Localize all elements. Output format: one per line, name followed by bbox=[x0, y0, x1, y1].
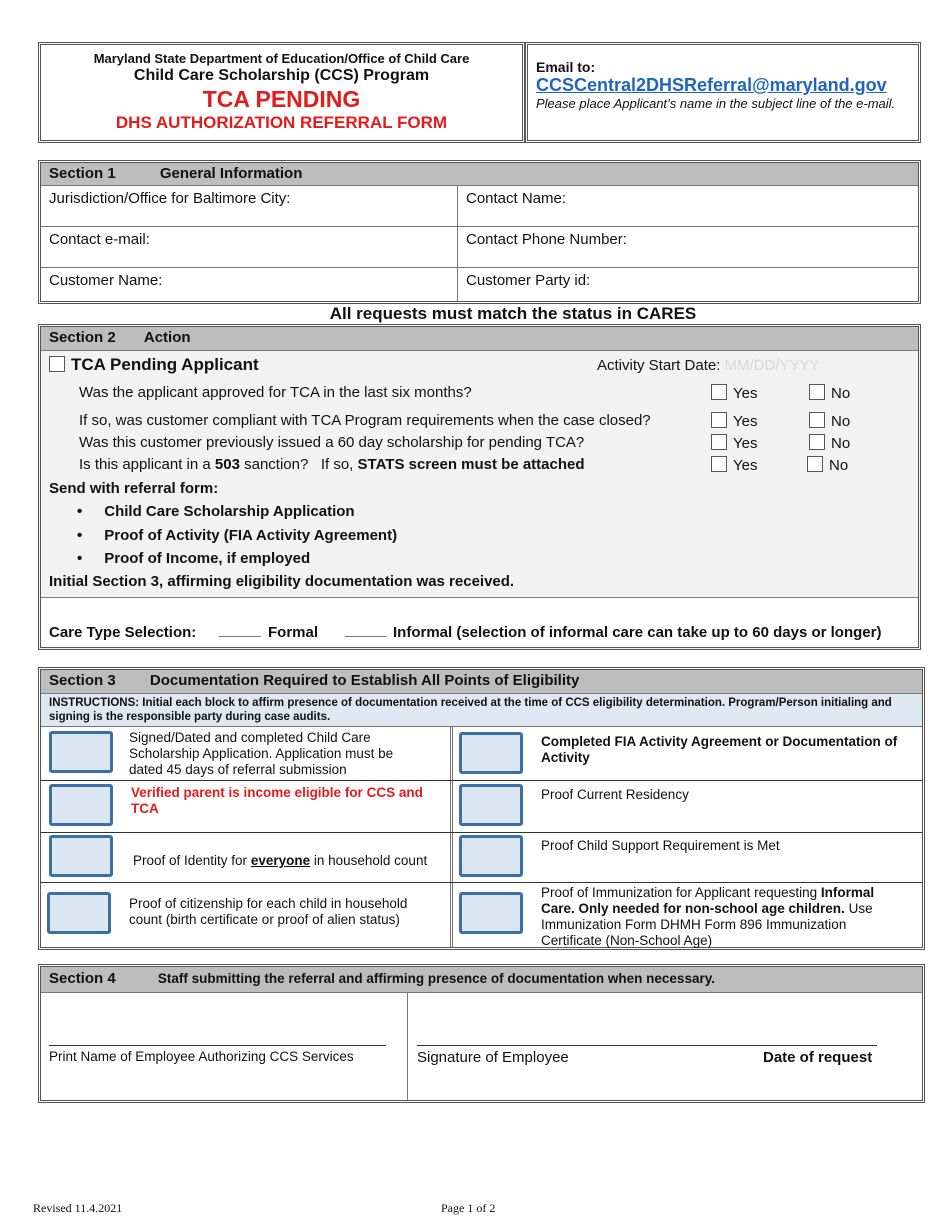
q4-yes-label: Yes bbox=[733, 457, 758, 474]
bullet-2: • Proof of Activity (FIA Activity Agreement) bbox=[77, 527, 398, 544]
doc-identity-a: Proof of Identity for bbox=[133, 853, 251, 868]
doc-immunization-a: Proof of Immunization for Applicant requesting bbox=[541, 885, 821, 900]
q1-yes[interactable] bbox=[711, 384, 757, 402]
contact-name-field[interactable]: Contact Name: bbox=[458, 186, 918, 227]
section3-row-sep-2 bbox=[41, 832, 922, 833]
q4-no-label: No bbox=[829, 457, 849, 474]
doc-citizenship: Proof of citizenship for each child in household count (birth certificate or proof of alien status) bbox=[129, 896, 408, 927]
q2-no-checkbox[interactable] bbox=[809, 412, 825, 428]
q3-no-checkbox[interactable] bbox=[809, 434, 825, 450]
section3-row-sep-1 bbox=[41, 780, 922, 781]
doc-identity-b: everyone bbox=[250, 853, 311, 868]
customer-name-field[interactable]: Customer Name: bbox=[41, 268, 458, 301]
informal-blank[interactable]: _____ bbox=[345, 622, 387, 639]
jurisdiction-field[interactable]: Jurisdiction/Office for Baltimore City: bbox=[41, 186, 458, 227]
signature-label[interactable]: Signature of Employee bbox=[417, 1049, 569, 1066]
section2 bbox=[38, 324, 921, 650]
section4-title: Staff submitting the referral and affirming presence of documentation when necessary. bbox=[157, 971, 715, 986]
section4-header bbox=[41, 967, 922, 993]
tca-pending-label: TCA Pending Applicant bbox=[71, 355, 259, 374]
q4-text-b: 503 bbox=[214, 456, 240, 473]
q4-yes-checkbox[interactable] bbox=[711, 456, 727, 472]
contact-phone-field[interactable]: Contact Phone Number: bbox=[458, 227, 918, 268]
doc-immunization-b: Informal Care. Only needed for non-school age children. bbox=[541, 885, 875, 916]
question-4 bbox=[79, 456, 585, 473]
activity-start-label: Activity Start Date: bbox=[597, 357, 721, 374]
section3-divider bbox=[450, 727, 453, 947]
email-label: Email to: bbox=[536, 59, 596, 75]
informal-label: Informal (selection of informal care can take up to 60 days or longer) bbox=[393, 624, 882, 641]
signature-line bbox=[417, 1045, 877, 1046]
formal-blank[interactable]: _____ bbox=[219, 622, 261, 639]
section1-title: General Information bbox=[159, 165, 303, 182]
initial-box-income[interactable] bbox=[49, 784, 113, 826]
formal-label: Formal bbox=[268, 624, 319, 641]
care-type-label: Care Type Selection: bbox=[49, 624, 197, 641]
email-link[interactable]: CCSCentral2DHSReferral@maryland.gov bbox=[536, 75, 887, 95]
q3-no[interactable] bbox=[809, 434, 850, 452]
q4-yes[interactable] bbox=[711, 456, 757, 474]
program-name: Child Care Scholarship (CCS) Program bbox=[133, 67, 430, 84]
q2-yes-checkbox[interactable] bbox=[711, 412, 727, 428]
q1-no-label: No bbox=[831, 385, 851, 402]
doc-residency: Proof Current Residency bbox=[541, 787, 689, 802]
bullet-1-text: Child Care Scholarship Application bbox=[104, 503, 355, 520]
q3-yes-checkbox[interactable] bbox=[711, 434, 727, 450]
bullet-3-text: Proof of Income, if employed bbox=[104, 550, 311, 567]
initial-box-citizenship[interactable] bbox=[47, 892, 111, 934]
question-2: If so, was customer compliant with TCA Program requirements when the case closed? bbox=[79, 412, 651, 429]
doc-fia-agreement: Completed FIA Activity Agreement or Documentation of Activity bbox=[541, 734, 898, 765]
initial-box-child-support[interactable] bbox=[459, 835, 523, 877]
send-with-label: Send with referral form: bbox=[49, 480, 219, 497]
doc-identity bbox=[133, 853, 453, 868]
section4 bbox=[38, 964, 925, 1103]
print-name-label[interactable]: Print Name of Employee Authorizing CCS Services bbox=[49, 1049, 354, 1064]
q4-text-a: Is this applicant in a bbox=[79, 456, 215, 473]
doc-immunization bbox=[541, 885, 901, 949]
section2-number: Section 2 bbox=[49, 329, 116, 346]
header-email-box bbox=[525, 42, 921, 143]
section3-instructions: INSTRUCTIONS: Initial each block to affirm presence of documentation received at the time of CCS eligibility determination. Program/Person initialing and signing is the responsible party during case audits. bbox=[41, 694, 922, 727]
q3-yes[interactable] bbox=[711, 434, 757, 452]
initial-box-application[interactable] bbox=[49, 731, 113, 773]
q3-no-label: No bbox=[831, 435, 851, 452]
form-subtitle: DHS AUTHORIZATION REFERRAL FORM bbox=[115, 113, 448, 132]
section1-header bbox=[41, 163, 918, 186]
tca-pending-applicant-option[interactable] bbox=[49, 355, 259, 375]
q2-no[interactable] bbox=[809, 412, 850, 430]
contact-email-field[interactable]: Contact e-mail: bbox=[41, 227, 458, 268]
q3-yes-label: Yes bbox=[733, 435, 758, 452]
date-of-request-label[interactable]: Date of request bbox=[763, 1049, 873, 1066]
initial-box-immunization[interactable] bbox=[459, 892, 523, 934]
initial-note: Initial Section 3, affirming eligibility documentation was received. bbox=[49, 573, 515, 590]
care-type-row bbox=[41, 597, 918, 647]
section4-divider bbox=[407, 993, 408, 1100]
tca-pending-checkbox[interactable] bbox=[49, 356, 65, 372]
section4-number: Section 4 bbox=[49, 970, 116, 987]
doc-application: Signed/Dated and completed Child Care Scholarship Application. Application must be dated 45 days of referral submission bbox=[129, 730, 394, 777]
q2-no-label: No bbox=[831, 413, 851, 430]
revised-date: Revised 11.4.2021 bbox=[33, 1201, 123, 1215]
q1-yes-checkbox[interactable] bbox=[711, 384, 727, 400]
q1-no[interactable] bbox=[809, 384, 850, 402]
q2-yes[interactable] bbox=[711, 412, 757, 430]
form-title: TCA PENDING bbox=[202, 86, 361, 112]
question-1: Was the applicant approved for TCA in the last six months? bbox=[79, 384, 472, 401]
section1-number: Section 1 bbox=[49, 165, 116, 182]
print-name-line bbox=[49, 1045, 386, 1046]
q4-text-c: sanction? If so, bbox=[239, 456, 358, 473]
q4-no[interactable] bbox=[807, 456, 848, 474]
section1 bbox=[38, 160, 921, 304]
initial-box-residency[interactable] bbox=[459, 784, 523, 826]
bullet-1: • Child Care Scholarship Application bbox=[77, 503, 355, 520]
q4-text-d: STATS screen must be attached bbox=[357, 456, 585, 473]
cares-note: All requests must match the status in CARES bbox=[329, 304, 697, 323]
initial-box-fia[interactable] bbox=[459, 732, 523, 774]
doc-child-support: Proof Child Support Requirement is Met bbox=[541, 838, 780, 853]
q1-yes-label: Yes bbox=[733, 385, 758, 402]
doc-income-eligible: Verified parent is income eligible for CCS and TCA bbox=[131, 785, 423, 816]
activity-start-input[interactable]: MM/DD/YYYY bbox=[724, 357, 820, 374]
page-number: Page 1 of 2 bbox=[441, 1201, 496, 1215]
doc-immunization-c: Use Immunization Form DHMH Form 896 Immunization Certificate (Non-School Age) bbox=[541, 901, 873, 948]
bullet-2-text: Proof of Activity (FIA Activity Agreement) bbox=[104, 527, 398, 544]
section3-title: Documentation Required to Establish All Points of Eligibility bbox=[149, 672, 580, 689]
bullet-3: • Proof of Income, if employed bbox=[77, 550, 311, 567]
dept-name: Maryland State Department of Education/Office of Child Care bbox=[93, 51, 470, 66]
initial-box-identity[interactable] bbox=[49, 835, 113, 877]
section3-header bbox=[41, 670, 922, 694]
q4-no-checkbox[interactable] bbox=[807, 456, 823, 472]
doc-identity-c: in household count bbox=[310, 853, 428, 868]
header-title-box bbox=[38, 42, 525, 143]
section2-title: Action bbox=[143, 329, 191, 346]
section3-row-sep-3 bbox=[41, 882, 922, 883]
q1-no-checkbox[interactable] bbox=[809, 384, 825, 400]
question-3: Was this customer previously issued a 60 day scholarship for pending TCA? bbox=[79, 434, 585, 451]
section2-header bbox=[41, 327, 918, 351]
email-note: Please place Applicant’s name in the subject line of the e-mail. bbox=[536, 96, 896, 111]
section3-number: Section 3 bbox=[49, 672, 116, 689]
customer-party-id-field[interactable]: Customer Party id: bbox=[466, 272, 591, 289]
section3 bbox=[38, 667, 925, 950]
q2-yes-label: Yes bbox=[733, 413, 758, 430]
